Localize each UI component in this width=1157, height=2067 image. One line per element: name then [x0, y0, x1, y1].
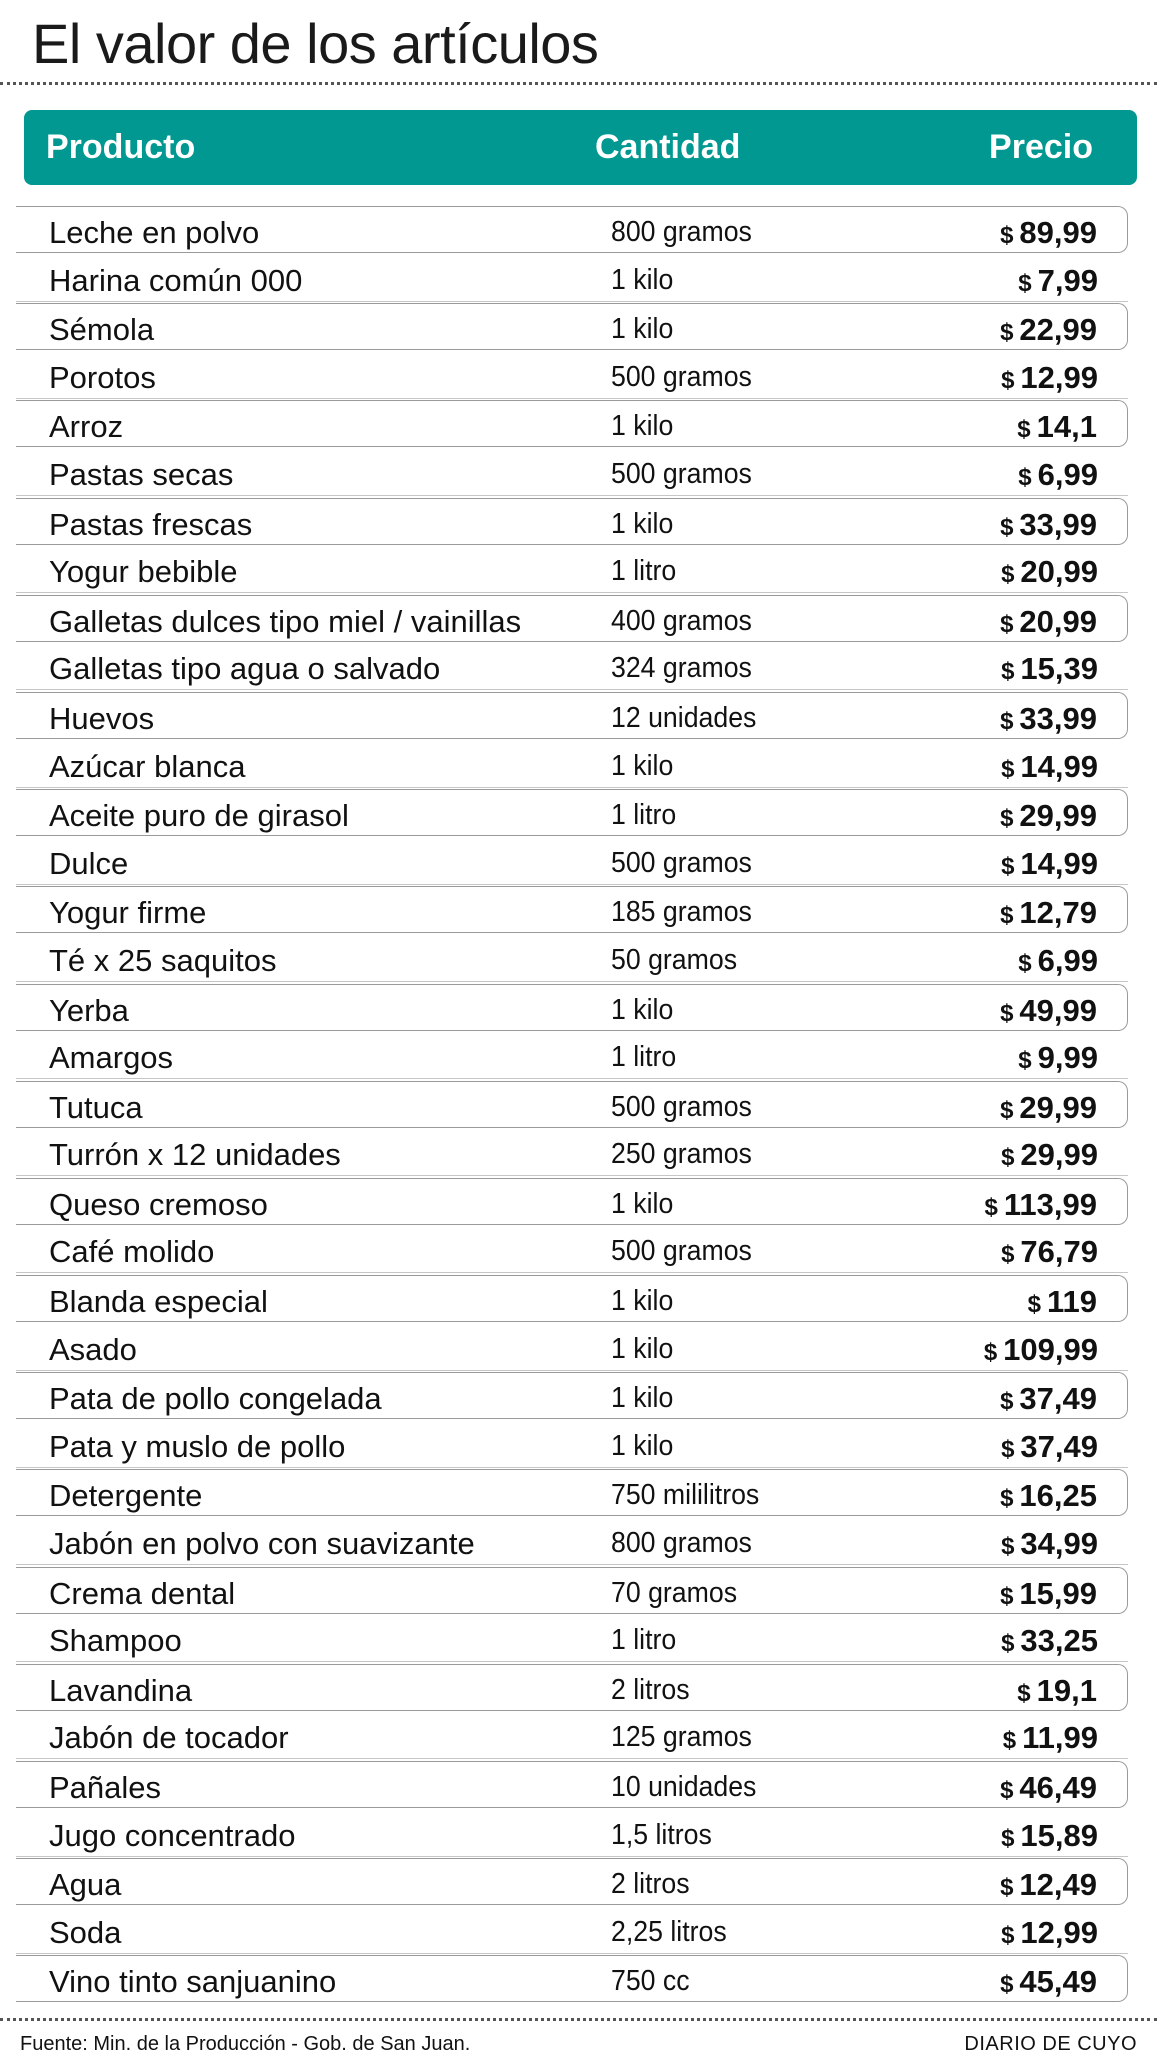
- product-quantity: 185 gramos: [611, 896, 752, 929]
- product-name: Jugo concentrado: [49, 1817, 296, 1853]
- column-header-quantity: Cantidad: [595, 128, 741, 166]
- product-name: Pañales: [49, 1770, 162, 1805]
- price-value: 12,99: [1020, 1914, 1098, 1950]
- table-row: [16, 1032, 1128, 1079]
- product-quantity: 1 kilo: [611, 749, 674, 782]
- price-value: 19,1: [1036, 1672, 1097, 1708]
- product-name: Leche en polvo: [49, 215, 260, 250]
- product-name: Tutuca: [49, 1089, 143, 1125]
- currency-symbol: $: [1000, 902, 1014, 930]
- product-quantity: 500 gramos: [611, 1090, 752, 1123]
- product-price: [1018, 257, 1098, 307]
- table-row: [16, 1907, 1128, 1954]
- price-value: 14,99: [1020, 748, 1098, 784]
- bottom-dotted-divider: [0, 2018, 1157, 2021]
- price-value: 109,99: [1003, 1331, 1098, 1367]
- product-name: Aceite puro de girasol: [49, 798, 349, 834]
- table-row: [16, 1421, 1128, 1468]
- table-row: [16, 1081, 1128, 1128]
- column-header-price: Precio: [989, 128, 1093, 166]
- currency-symbol: $: [1001, 1630, 1015, 1658]
- product-quantity: 750 cc: [611, 1965, 690, 1998]
- currency-symbol: $: [1000, 1874, 1014, 1902]
- product-price: [1001, 1909, 1098, 1959]
- product-name: Amargos: [49, 1040, 174, 1076]
- product-price: [1000, 1084, 1097, 1134]
- currency-symbol: $: [1000, 1582, 1014, 1610]
- product-price: [1001, 743, 1098, 793]
- price-value: 46,49: [1019, 1770, 1097, 1805]
- product-price: [1000, 1375, 1097, 1425]
- product-name: Yogur firme: [49, 895, 207, 931]
- product-price: [1001, 548, 1098, 598]
- table-row: [16, 255, 1128, 302]
- column-header-product: Producto: [46, 128, 196, 166]
- product-price: [1001, 1617, 1098, 1667]
- price-value: 15,89: [1020, 1817, 1098, 1853]
- table-row: [16, 741, 1128, 788]
- price-value: 34,99: [1020, 1526, 1098, 1562]
- table-row: [16, 206, 1128, 253]
- product-price: [1018, 451, 1098, 501]
- product-quantity: 2 litros: [611, 1673, 690, 1706]
- price-value: 12,99: [1020, 359, 1098, 395]
- price-value: 9,99: [1037, 1040, 1098, 1076]
- table-row: [16, 1664, 1128, 1711]
- product-price: [1003, 1714, 1098, 1764]
- product-price: [1000, 792, 1097, 842]
- price-value: 37,49: [1020, 1428, 1098, 1464]
- price-value: 6,99: [1037, 942, 1098, 978]
- product-price: [1000, 598, 1097, 648]
- table-row: [16, 1712, 1128, 1759]
- currency-symbol: $: [1000, 1388, 1014, 1416]
- currency-symbol: $: [1000, 999, 1014, 1027]
- price-value: 37,49: [1019, 1381, 1097, 1417]
- product-price: [1018, 937, 1098, 987]
- currency-symbol: $: [1002, 1727, 1017, 1755]
- product-quantity: 800 gramos: [611, 1527, 752, 1560]
- price-value: 20,99: [1020, 554, 1098, 590]
- price-value: 113,99: [1003, 1186, 1097, 1222]
- currency-symbol: $: [983, 1338, 998, 1366]
- product-name: Café molido: [49, 1234, 215, 1270]
- price-value: 33,99: [1019, 506, 1097, 542]
- currency-symbol: $: [1018, 1047, 1032, 1075]
- product-quantity: 324 gramos: [611, 652, 752, 685]
- product-price: [1000, 501, 1097, 551]
- price-value: 29,99: [1019, 1089, 1097, 1125]
- price-value: 33,99: [1019, 700, 1097, 736]
- price-table-body: [16, 206, 1128, 2004]
- product-quantity: 500 gramos: [611, 457, 752, 490]
- table-row: [16, 1567, 1128, 1614]
- table-row: [16, 1615, 1128, 1662]
- product-quantity: 400 gramos: [611, 604, 752, 637]
- price-value: 14,1: [1036, 409, 1097, 445]
- currency-symbol: $: [1001, 1435, 1015, 1463]
- product-price: [1017, 1667, 1097, 1717]
- product-quantity: 2,25 litros: [611, 1915, 727, 1948]
- product-name: Asado: [49, 1331, 137, 1367]
- product-price: [1001, 1131, 1098, 1181]
- currency-symbol: $: [1001, 1144, 1015, 1172]
- currency-symbol: $: [1000, 513, 1014, 541]
- table-row: [16, 1275, 1128, 1322]
- table-row: [16, 352, 1128, 399]
- product-quantity: 500 gramos: [611, 1235, 752, 1268]
- currency-symbol: $: [1001, 366, 1015, 394]
- product-quantity: 12 unidades: [611, 701, 757, 734]
- product-price: [1017, 403, 1097, 453]
- product-name: Galletas dulces tipo miel / vainillas: [49, 603, 522, 639]
- product-price: [1018, 1034, 1098, 1084]
- currency-symbol: $: [1000, 805, 1014, 833]
- product-quantity: 1 kilo: [611, 1429, 674, 1462]
- table-row: [16, 1955, 1128, 2002]
- top-dotted-divider: [0, 82, 1157, 85]
- product-name: Lavandina: [49, 1672, 193, 1708]
- product-name: Queso cremoso: [49, 1186, 268, 1222]
- product-name: Blanda especial: [49, 1284, 268, 1320]
- price-value: 33,25: [1020, 1623, 1098, 1659]
- table-row: [16, 1810, 1128, 1857]
- product-quantity: 2 litros: [611, 1868, 690, 1901]
- product-quantity: 250 gramos: [611, 1138, 752, 1171]
- product-name: Jabón en polvo con suavizante: [49, 1526, 475, 1562]
- currency-symbol: $: [984, 1193, 998, 1221]
- product-price: [1001, 1228, 1098, 1278]
- table-row: [16, 303, 1128, 350]
- table-row: [16, 1761, 1128, 1808]
- product-price: [1000, 1861, 1097, 1911]
- currency-symbol: $: [1027, 1291, 1041, 1319]
- product-price: [1001, 840, 1098, 890]
- price-value: 11,99: [1022, 1720, 1098, 1756]
- price-value: 29,99: [1019, 798, 1097, 834]
- product-quantity: 800 gramos: [611, 216, 752, 248]
- product-price: [1001, 354, 1098, 404]
- product-name: Yerba: [49, 992, 129, 1028]
- product-name: Té x 25 saquitos: [49, 942, 277, 978]
- table-row: [16, 1178, 1128, 1225]
- product-name: Arroz: [49, 409, 124, 445]
- product-price: [1000, 1472, 1097, 1522]
- product-quantity: 750 mililitros: [611, 1479, 760, 1512]
- product-name: Pata y muslo de pollo: [49, 1428, 346, 1464]
- product-name: Pastas frescas: [49, 506, 253, 542]
- product-price: [1028, 1278, 1097, 1328]
- price-value: 14,99: [1020, 845, 1098, 881]
- product-quantity: 50 gramos: [611, 943, 738, 976]
- table-row: [16, 692, 1128, 739]
- product-quantity: 1 litro: [611, 799, 677, 832]
- price-value: 12,49: [1019, 1867, 1097, 1903]
- table-row: [16, 1129, 1128, 1176]
- currency-symbol: $: [1018, 463, 1032, 491]
- currency-symbol: $: [1000, 222, 1014, 249]
- product-price: [1000, 1764, 1097, 1814]
- table-row: [16, 546, 1128, 593]
- table-row: [16, 449, 1128, 496]
- product-quantity: 500 gramos: [611, 846, 752, 879]
- product-price: [1000, 1570, 1097, 1620]
- price-value: 45,49: [1019, 1964, 1097, 2000]
- product-price: [1000, 306, 1097, 356]
- product-name: Vino tinto sanjuanino: [49, 1964, 337, 2000]
- page-title: El valor de los artículos: [32, 12, 599, 75]
- product-name: Yogur bebible: [49, 554, 238, 590]
- product-quantity: 1 kilo: [611, 1332, 674, 1365]
- product-quantity: 70 gramos: [611, 1576, 738, 1609]
- product-name: Agua: [49, 1867, 122, 1903]
- product-price: [984, 1326, 1098, 1376]
- currency-symbol: $: [1000, 707, 1014, 735]
- table-row: [16, 1469, 1128, 1516]
- product-price: [1001, 645, 1098, 695]
- table-row: [16, 1324, 1128, 1371]
- table-row: [16, 789, 1128, 836]
- currency-symbol: $: [1001, 1533, 1015, 1561]
- currency-symbol: $: [1017, 1679, 1031, 1707]
- table-row: [16, 1858, 1128, 1905]
- price-value: 119: [1046, 1284, 1097, 1320]
- table-header: [24, 110, 1137, 185]
- publisher-brand: DIARIO DE CUYO: [964, 2033, 1137, 2055]
- table-row: [16, 1518, 1128, 1565]
- product-price: [1001, 1520, 1098, 1570]
- product-name: Galletas tipo agua o salvado: [49, 651, 441, 687]
- price-value: 49,99: [1019, 992, 1097, 1028]
- product-price: [1000, 1958, 1097, 2008]
- product-quantity: 1 litro: [611, 555, 677, 588]
- product-name: Porotos: [49, 359, 156, 395]
- product-quantity: 1 litro: [611, 1041, 677, 1074]
- table-row: [16, 1372, 1128, 1419]
- currency-symbol: $: [1000, 1485, 1014, 1513]
- product-quantity: 1 kilo: [611, 313, 674, 346]
- currency-symbol: $: [1000, 610, 1014, 638]
- product-price: [1001, 1423, 1098, 1473]
- currency-symbol: $: [1001, 1241, 1015, 1269]
- product-price: [1001, 1812, 1098, 1862]
- product-price: [1000, 889, 1097, 939]
- product-name: Pastas secas: [49, 456, 234, 492]
- product-name: Turrón x 12 unidades: [49, 1137, 341, 1173]
- product-name: Jabón de tocador: [49, 1720, 289, 1756]
- currency-symbol: $: [1000, 1971, 1014, 1999]
- product-price: [1000, 695, 1097, 745]
- product-quantity: 1 kilo: [611, 993, 674, 1026]
- product-name: Huevos: [49, 700, 155, 736]
- source-note: Fuente: Min. de la Producción - Gob. de San Juan.: [20, 2033, 471, 2055]
- currency-symbol: $: [1001, 658, 1015, 686]
- table-row: [16, 935, 1128, 982]
- currency-symbol: $: [1017, 416, 1031, 444]
- product-name: Azúcar blanca: [49, 748, 246, 784]
- currency-symbol: $: [1018, 269, 1032, 297]
- product-name: Soda: [49, 1914, 122, 1950]
- product-quantity: 1 kilo: [611, 1382, 674, 1415]
- table-row: [16, 400, 1128, 447]
- price-value: 89,99: [1019, 215, 1097, 250]
- price-value: 16,25: [1019, 1478, 1097, 1514]
- currency-symbol: $: [1001, 755, 1015, 783]
- currency-symbol: $: [1000, 1777, 1014, 1804]
- product-name: Sémola: [49, 312, 155, 348]
- table-row: [16, 595, 1128, 642]
- price-value: 20,99: [1019, 603, 1097, 639]
- price-value: 29,99: [1020, 1137, 1098, 1173]
- product-quantity: 10 unidades: [611, 1771, 757, 1803]
- product-name: Shampoo: [49, 1623, 182, 1659]
- currency-symbol: $: [1000, 1096, 1014, 1124]
- product-name: Harina común 000: [49, 262, 303, 298]
- price-value: 6,99: [1037, 456, 1098, 492]
- product-quantity: 500 gramos: [611, 360, 752, 393]
- currency-symbol: $: [1001, 852, 1015, 880]
- product-quantity: 1 kilo: [611, 410, 674, 443]
- product-quantity: 1 kilo: [611, 1285, 674, 1318]
- product-name: Detergente: [49, 1478, 203, 1514]
- product-quantity: 1 kilo: [611, 1187, 674, 1220]
- product-quantity: 1 litro: [611, 1624, 677, 1657]
- currency-symbol: $: [1001, 561, 1015, 589]
- price-value: 7,99: [1037, 262, 1098, 298]
- currency-symbol: $: [1001, 1921, 1015, 1949]
- product-quantity: 1 kilo: [611, 507, 674, 540]
- table-row: [16, 643, 1128, 690]
- price-value: 15,39: [1020, 651, 1098, 687]
- currency-symbol: $: [1000, 319, 1014, 347]
- table-row: [16, 1226, 1128, 1273]
- price-value: 22,99: [1019, 312, 1097, 348]
- price-value: 12,79: [1019, 895, 1097, 931]
- table-row: [16, 886, 1128, 933]
- product-price: [985, 1181, 1097, 1231]
- price-value: 15,99: [1019, 1575, 1097, 1611]
- table-row: [16, 498, 1128, 545]
- product-price: [1000, 987, 1097, 1037]
- product-quantity: 1,5 litros: [611, 1818, 712, 1851]
- table-row: [16, 984, 1128, 1031]
- price-value: 76,79: [1020, 1234, 1098, 1270]
- product-price: [1000, 209, 1097, 259]
- currency-symbol: $: [1001, 1824, 1015, 1852]
- product-quantity: 125 gramos: [611, 1721, 752, 1754]
- currency-symbol: $: [1018, 949, 1032, 977]
- product-name: Pata de pollo congelada: [49, 1381, 382, 1417]
- product-name: Crema dental: [49, 1575, 236, 1611]
- product-name: Dulce: [49, 845, 129, 881]
- product-quantity: 1 kilo: [611, 263, 674, 296]
- table-row: [16, 838, 1128, 885]
